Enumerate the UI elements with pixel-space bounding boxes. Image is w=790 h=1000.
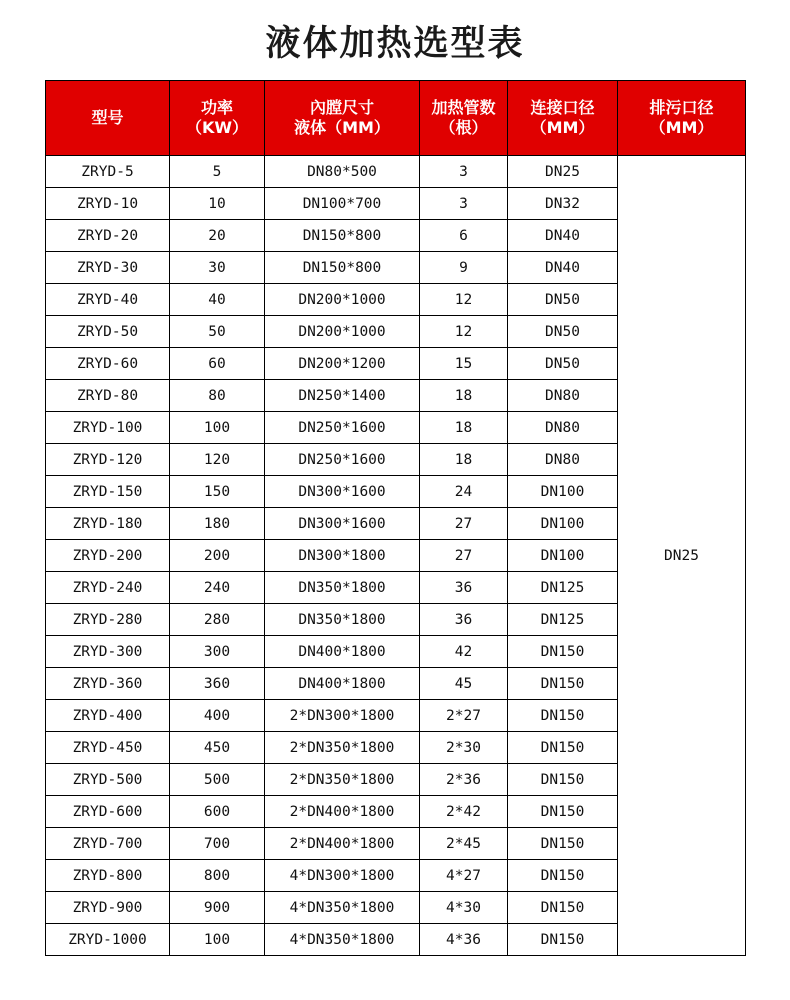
column-header-connect xyxy=(508,81,618,156)
cell-connect: DN80 xyxy=(508,380,618,412)
column-header-drain-line1: 排污口径 xyxy=(649,98,714,118)
cell-connect: DN150 xyxy=(508,668,618,700)
cell-model: ZRYD-150 xyxy=(46,476,170,508)
cell-cavity: DN350*1800 xyxy=(265,604,420,636)
cell-cavity: 4*DN350*1800 xyxy=(265,892,420,924)
cell-power: 50 xyxy=(170,316,265,348)
cell-cavity: DN200*1000 xyxy=(265,316,420,348)
cell-model: ZRYD-400 xyxy=(46,700,170,732)
cell-connect: DN80 xyxy=(508,444,618,476)
cell-power: 60 xyxy=(170,348,265,380)
cell-cavity: 2*DN350*1800 xyxy=(265,732,420,764)
column-header-cavity-line2: 液体（MM） xyxy=(294,118,390,137)
cell-connect: DN100 xyxy=(508,508,618,540)
cell-tubes: 12 xyxy=(420,316,508,348)
cell-cavity: DN200*1200 xyxy=(265,348,420,380)
cell-model: ZRYD-900 xyxy=(46,892,170,924)
cell-connect: DN32 xyxy=(508,188,618,220)
cell-tubes: 15 xyxy=(420,348,508,380)
cell-connect: DN40 xyxy=(508,252,618,284)
cell-connect: DN50 xyxy=(508,284,618,316)
column-header-connect-line1: 连接口径 xyxy=(530,98,595,118)
cell-model: ZRYD-700 xyxy=(46,828,170,860)
cell-tubes: 18 xyxy=(420,444,508,476)
cell-connect: DN125 xyxy=(508,604,618,636)
cell-power: 300 xyxy=(170,636,265,668)
page-title: 液体加热选型表 xyxy=(265,24,525,64)
cell-power: 900 xyxy=(170,892,265,924)
cell-tubes: 42 xyxy=(420,636,508,668)
cell-connect: DN50 xyxy=(508,316,618,348)
column-header-model xyxy=(46,81,170,156)
table-body xyxy=(46,156,746,956)
cell-connect: DN150 xyxy=(508,860,618,892)
cell-tubes: 9 xyxy=(420,252,508,284)
header-row xyxy=(46,81,746,156)
cell-cavity: DN80*500 xyxy=(265,156,420,188)
cell-power: 100 xyxy=(170,924,265,956)
cell-power: 150 xyxy=(170,476,265,508)
column-header-power-line2: （KW） xyxy=(185,118,249,137)
cell-power: 100 xyxy=(170,412,265,444)
cell-power: 600 xyxy=(170,796,265,828)
cell-connect: DN50 xyxy=(508,348,618,380)
cell-tubes: 3 xyxy=(420,188,508,220)
column-header-cavity xyxy=(265,81,420,156)
cell-tubes: 2*27 xyxy=(420,700,508,732)
cell-cavity: DN150*800 xyxy=(265,220,420,252)
cell-power: 120 xyxy=(170,444,265,476)
cell-tubes: 36 xyxy=(420,604,508,636)
cell-power: 700 xyxy=(170,828,265,860)
table-header xyxy=(46,81,746,156)
cell-model: ZRYD-1000 xyxy=(46,924,170,956)
cell-cavity: DN250*1600 xyxy=(265,444,420,476)
cell-model: ZRYD-180 xyxy=(46,508,170,540)
selection-table xyxy=(45,80,746,956)
cell-tubes: 12 xyxy=(420,284,508,316)
column-header-tubes xyxy=(420,81,508,156)
cell-connect: DN80 xyxy=(508,412,618,444)
cell-connect: DN40 xyxy=(508,220,618,252)
cell-model: ZRYD-600 xyxy=(46,796,170,828)
cell-power: 10 xyxy=(170,188,265,220)
cell-power: 240 xyxy=(170,572,265,604)
cell-tubes: 4*27 xyxy=(420,860,508,892)
cell-connect: DN100 xyxy=(508,476,618,508)
cell-connect: DN100 xyxy=(508,540,618,572)
cell-tubes: 18 xyxy=(420,380,508,412)
cell-model: ZRYD-10 xyxy=(46,188,170,220)
cell-tubes: 6 xyxy=(420,220,508,252)
cell-model: ZRYD-500 xyxy=(46,764,170,796)
cell-model: ZRYD-30 xyxy=(46,252,170,284)
cell-tubes: 24 xyxy=(420,476,508,508)
cell-power: 40 xyxy=(170,284,265,316)
cell-power: 20 xyxy=(170,220,265,252)
cell-model: ZRYD-50 xyxy=(46,316,170,348)
cell-connect: DN25 xyxy=(508,156,618,188)
cell-tubes: 4*36 xyxy=(420,924,508,956)
cell-cavity: DN250*1400 xyxy=(265,380,420,412)
cell-model: ZRYD-360 xyxy=(46,668,170,700)
cell-model: ZRYD-450 xyxy=(46,732,170,764)
cell-model: ZRYD-120 xyxy=(46,444,170,476)
cell-power: 200 xyxy=(170,540,265,572)
cell-connect: DN125 xyxy=(508,572,618,604)
column-header-tubes-line2: （根） xyxy=(439,118,488,137)
cell-tubes: 2*45 xyxy=(420,828,508,860)
cell-cavity: DN300*1800 xyxy=(265,540,420,572)
cell-tubes: 36 xyxy=(420,572,508,604)
cell-cavity: DN150*800 xyxy=(265,252,420,284)
cell-connect: DN150 xyxy=(508,892,618,924)
cell-power: 360 xyxy=(170,668,265,700)
cell-connect: DN150 xyxy=(508,636,618,668)
cell-cavity: DN200*1000 xyxy=(265,284,420,316)
cell-connect: DN150 xyxy=(508,764,618,796)
cell-connect: DN150 xyxy=(508,924,618,956)
cell-connect: DN150 xyxy=(508,732,618,764)
column-header-connect-line2: （MM） xyxy=(530,118,595,137)
cell-model: ZRYD-20 xyxy=(46,220,170,252)
cell-tubes: 4*30 xyxy=(420,892,508,924)
column-header-drain-line2: （MM） xyxy=(649,118,714,137)
table-container xyxy=(0,80,790,956)
cell-cavity: DN300*1600 xyxy=(265,476,420,508)
cell-power: 80 xyxy=(170,380,265,412)
table-row xyxy=(46,156,746,188)
cell-cavity: 2*DN300*1800 xyxy=(265,700,420,732)
cell-tubes: 2*42 xyxy=(420,796,508,828)
column-header-cavity-line1: 內膛尺寸 xyxy=(309,98,374,118)
cell-power: 180 xyxy=(170,508,265,540)
cell-connect: DN150 xyxy=(508,796,618,828)
column-header-model-line1: 型号 xyxy=(91,108,124,128)
cell-power: 500 xyxy=(170,764,265,796)
cell-model: ZRYD-200 xyxy=(46,540,170,572)
cell-cavity: DN400*1800 xyxy=(265,636,420,668)
cell-power: 400 xyxy=(170,700,265,732)
cell-cavity: DN100*700 xyxy=(265,188,420,220)
cell-power: 450 xyxy=(170,732,265,764)
cell-cavity: 2*DN400*1800 xyxy=(265,828,420,860)
cell-tubes: 27 xyxy=(420,508,508,540)
cell-model: ZRYD-300 xyxy=(46,636,170,668)
cell-cavity: DN400*1800 xyxy=(265,668,420,700)
column-header-drain xyxy=(618,81,746,156)
cell-power: 30 xyxy=(170,252,265,284)
cell-model: ZRYD-60 xyxy=(46,348,170,380)
column-header-tubes-line1: 加热管数 xyxy=(431,98,496,118)
cell-power: 5 xyxy=(170,156,265,188)
cell-power: 800 xyxy=(170,860,265,892)
cell-power: 280 xyxy=(170,604,265,636)
cell-cavity: 2*DN350*1800 xyxy=(265,764,420,796)
cell-model: ZRYD-280 xyxy=(46,604,170,636)
cell-model: ZRYD-240 xyxy=(46,572,170,604)
cell-cavity: 2*DN400*1800 xyxy=(265,796,420,828)
cell-cavity: DN250*1600 xyxy=(265,412,420,444)
cell-drain-diameter: DN25 xyxy=(618,156,746,956)
cell-connect: DN150 xyxy=(508,828,618,860)
cell-model: ZRYD-100 xyxy=(46,412,170,444)
cell-tubes: 2*36 xyxy=(420,764,508,796)
column-header-power-line1: 功率 xyxy=(200,98,233,118)
cell-tubes: 18 xyxy=(420,412,508,444)
cell-tubes: 2*30 xyxy=(420,732,508,764)
cell-tubes: 45 xyxy=(420,668,508,700)
cell-tubes: 27 xyxy=(420,540,508,572)
cell-model: ZRYD-800 xyxy=(46,860,170,892)
cell-model: ZRYD-40 xyxy=(46,284,170,316)
cell-model: ZRYD-5 xyxy=(46,156,170,188)
cell-cavity: DN350*1800 xyxy=(265,572,420,604)
cell-model: ZRYD-80 xyxy=(46,380,170,412)
cell-cavity: 4*DN300*1800 xyxy=(265,860,420,892)
cell-cavity: 4*DN350*1800 xyxy=(265,924,420,956)
cell-cavity: DN300*1600 xyxy=(265,508,420,540)
column-header-power xyxy=(170,81,265,156)
cell-tubes: 3 xyxy=(420,156,508,188)
cell-connect: DN150 xyxy=(508,700,618,732)
